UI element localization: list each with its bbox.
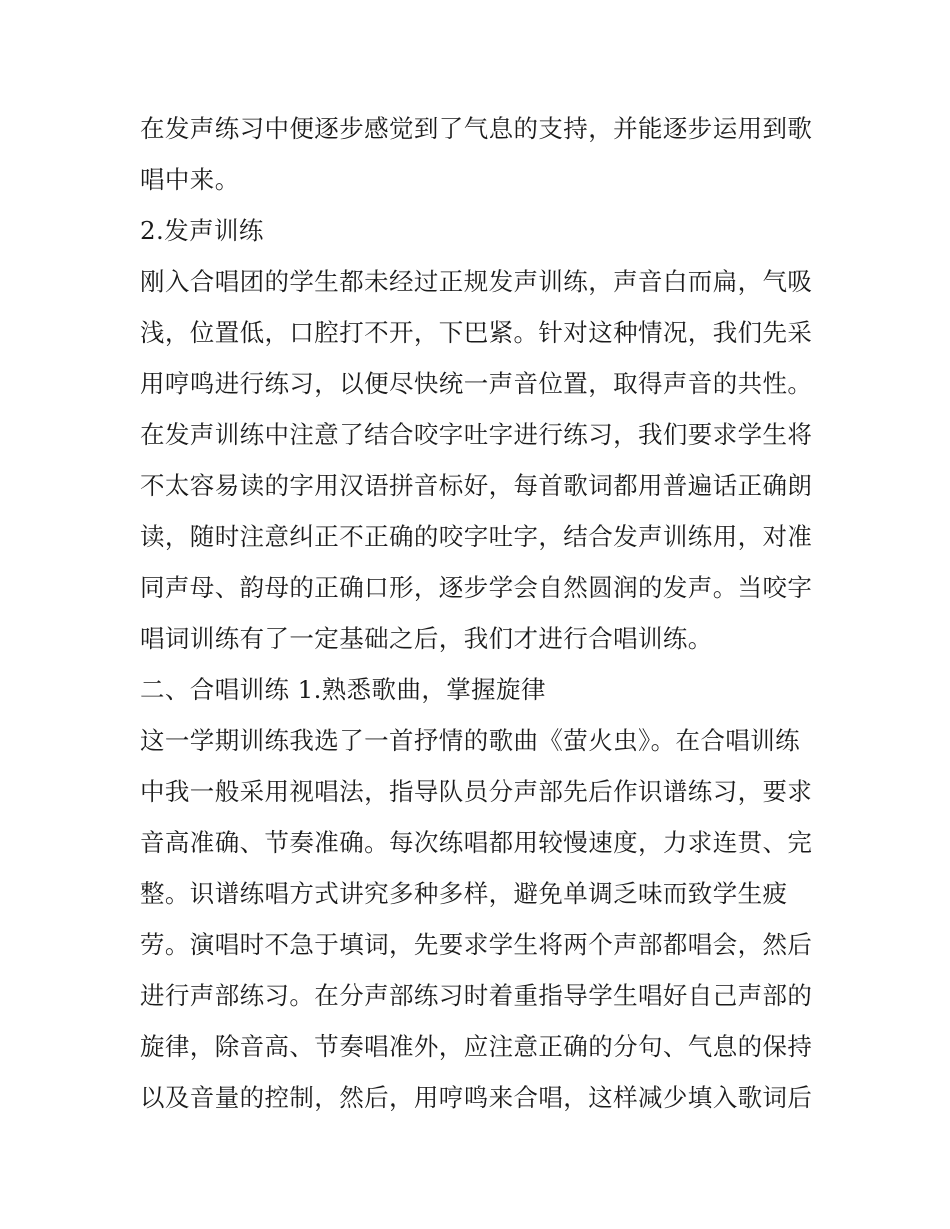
text-line: 刚入合唱团的学生都未经过正规发声训练，声音白而扁，气吸: [140, 267, 813, 296]
text-line: 中我一般采用视唱法，指导队员分声部先后作识谱练习，要求: [140, 777, 813, 806]
text-line: 在发声练习中便逐步感觉到了气息的支持，并能逐步运用到歌: [140, 114, 813, 143]
text-line: 进行声部练习。在分声部练习时着重指导学生唱好自己声部的: [140, 981, 813, 1010]
text-line: 唱词训练有了一定基础之后，我们才进行合唱训练。: [140, 624, 713, 653]
text-line: 读，随时注意纠正不正确的咬字吐字，结合发声训练用，对准: [140, 522, 813, 551]
section-heading: 2.发声训练: [140, 216, 264, 245]
text-line: 以及音量的控制，然后，用哼鸣来合唱，这样减少填入歌词后: [140, 1083, 813, 1112]
text-line: 用哼鸣进行练习，以便尽快统一声音位置，取得声音的共性。: [140, 369, 813, 398]
text-line: 同声母、韵母的正确口形，逐步学会自然圆润的发声。当咬字: [140, 573, 813, 602]
text-line: 这一学期训练我选了一首抒情的歌曲《萤火虫》。在合唱训练: [140, 726, 801, 755]
text-line: 旋律，除音高、节奏唱准外，应注意正确的分句、气息的保持: [140, 1032, 813, 1061]
text-line: 劳。演唱时不急于填词，先要求学生将两个声部都唱会，然后: [140, 930, 813, 959]
text-line: 唱中来。: [140, 165, 240, 194]
text-line: 在发声训练中注意了结合咬字吐字进行练习，我们要求学生将: [140, 420, 813, 449]
text-line: 整。识谱练唱方式讲究多种多样，避免单调乏味而致学生疲: [140, 879, 788, 908]
text-line: 浅，位置低，口腔打不开，下巴紧。针对这种情况，我们先采: [140, 318, 813, 347]
text-line: 不太容易读的字用汉语拼音标好，每首歌词都用普遍话正确朗: [140, 471, 813, 500]
section-heading: 二、合唱训练 1.熟悉歌曲，掌握旋律: [140, 675, 546, 704]
text-line: 音高准确、节奏准确。每次练唱都用较慢速度，力求连贯、完: [140, 828, 813, 857]
